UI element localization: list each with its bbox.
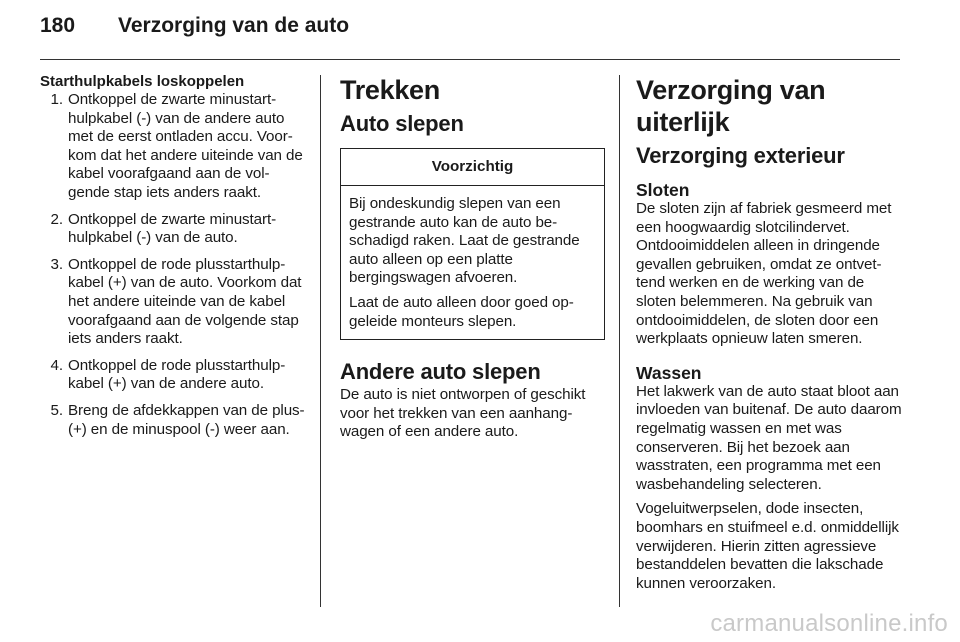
body-paragraph: De auto is niet ontworpen of geschikt voor het trekken van een aanhangwagen of een andere auto. [340,386,586,441]
list-item [40,357,306,394]
caution-paragraph: Bij ondeskundig slepen van een gestrande auto kan de auto beschadigd raken. Laat de gestrande auto alleen op een platte bergingswagen afvoeren. [349,195,580,287]
section-title-towing: Trekken [340,75,440,105]
step-text: Ontkoppel de zwarte minustarthulpkabel (-) van de andere auto met de eerst ontladen accu. Voorkom dat het andere uiteinde van de kabel voorafgaand aan de volgende stap iets anders raakt. [68,91,303,201]
step-number: 2. [50,210,63,228]
column-divider-1 [320,75,321,607]
list-item [40,211,306,248]
subsection-title-towing-car: Auto slepen [340,111,464,136]
list-item [40,91,306,203]
body-paragraph: De sloten zijn af fabriek gesmeerd met een hoogwaardig slotcilindervet. Ontdooimiddelen alleen in dringende gevallen gebruiken, omdat ze ontvettend werken en de werking van de sloten belemmeren. Na gebruik van ontdooimiddelen, de sloten door een werkplaats opnieuw laten smeren. [636,200,892,348]
step-text: Ontkoppel de zwarte minustarthulpkabel (-) van de auto. [68,210,277,247]
step-number: 3. [50,255,63,273]
column-1 [40,68,306,447]
caution-label: Voorzichtig [341,149,604,186]
heading-washing: Wassen [636,362,702,383]
subsection-title-exterior: Verzorging exterieur [636,143,845,168]
caution-box [340,148,605,340]
heading-locks: Sloten [636,180,690,200]
step-text: Ontkoppel de rode plusstarthulpkabel (+) van de andere auto. [68,356,286,393]
step-number: 1. [50,91,63,108]
body-paragraph: Het lakwerk van de auto staat bloot aan invloeden van buitenaf. De auto daarom regelmatig wassen en met was conserveren. Bij het bezoek aan wasstraten, een programma met een wasbehandeling selecteren. [636,382,902,493]
step-text: Breng de afdekkappen van de plus- (+) en de minuspool (-) weer aan. [68,401,305,438]
list-item [40,402,306,439]
watermark-text: carmanualsonline.info [710,610,948,637]
step-number: 4. [50,356,63,374]
page-number: 180 [40,14,76,37]
caution-body [341,186,604,339]
caution-paragraph: Laat de auto alleen door goed opgeleide monteurs slepen. [349,293,574,330]
disconnect-cables-heading: Starthulpkabels loskoppelen [40,73,245,90]
step-text: Ontkoppel de rode plusstarthulpkabel (+) van de auto. Voorkom dat het andere uiteinde van de kabel voorafgaand aan de volgende stap iets anders raakt. [68,255,302,348]
column-3 [636,68,902,593]
list-item [40,256,306,349]
steps-list [40,91,306,439]
header-rule [40,59,900,60]
section-title-exterior-care: Verzorging van uiterlijk [636,75,826,137]
column-divider-2 [619,75,620,607]
column-2 [340,68,605,442]
step-number: 5. [50,401,63,419]
subsection-title-other-car: Andere auto slepen [340,359,541,385]
page-header [40,14,349,54]
body-paragraph: Vogeluitwerpselen, dode insecten, boomhars en stuifmeel e.d. onmiddellijk verwijderen. Hierin zitten agressieve bestanddelen bevatten die lakschade kunnen veroorzaken. [636,500,899,592]
chapter-title: Verzorging van de auto [118,14,350,37]
